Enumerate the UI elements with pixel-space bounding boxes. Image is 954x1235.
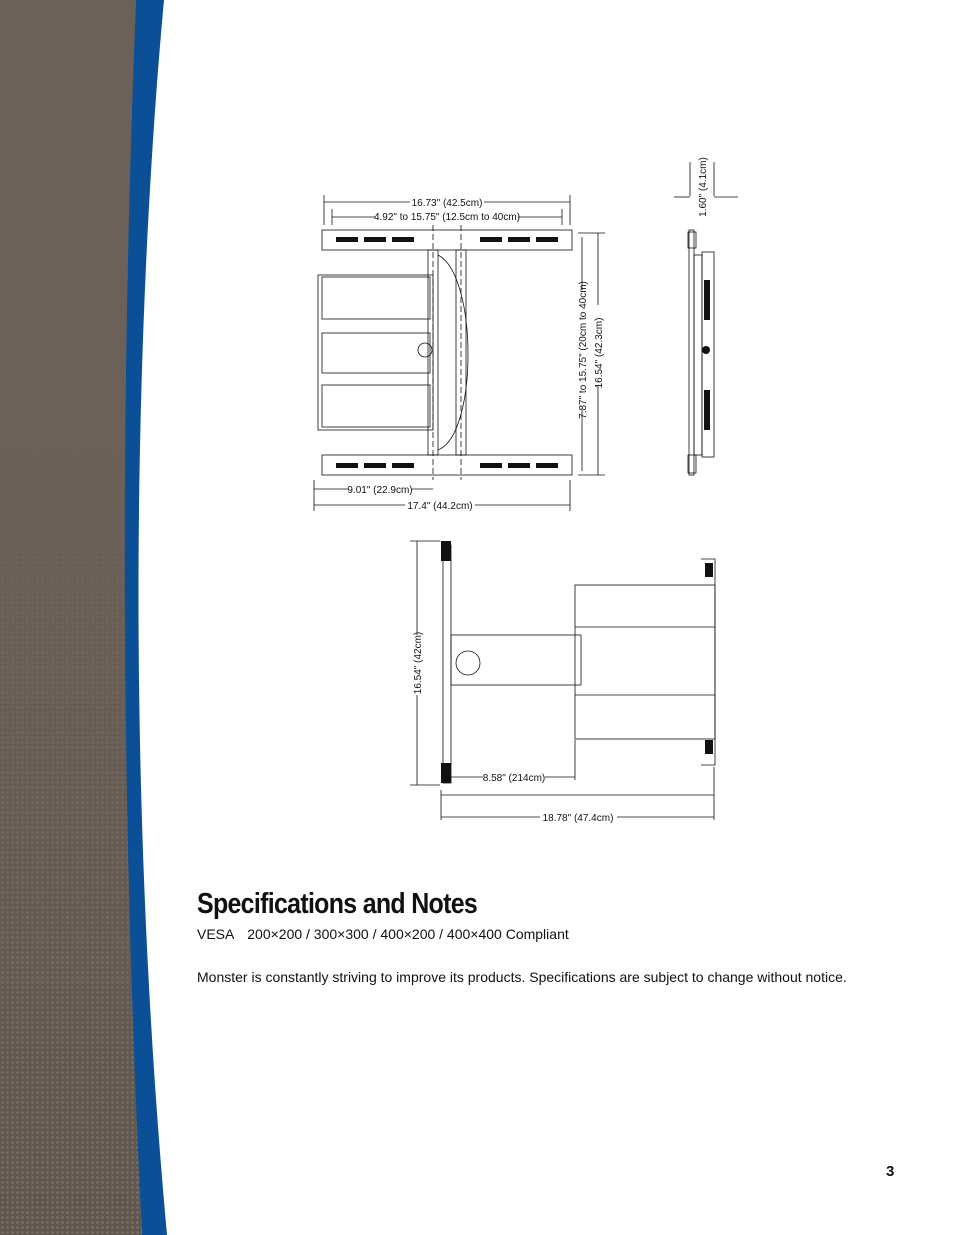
dim-overall-width: 16.73" (42.5cm) xyxy=(411,198,483,209)
vesa-value: 200×200 / 300×300 / 400×200 / 400×400 Compliant xyxy=(247,926,569,942)
dim-retracted-depth: 8.58" (214cm) xyxy=(482,773,546,784)
change-notice: Monster is constantly striving to improve its products. Specifications are subject to change without notice. xyxy=(197,969,847,985)
dim-arm-offset: 9.01" (22.9cm) xyxy=(347,485,413,496)
dim-total-width: 17.4" (44.2cm) xyxy=(407,501,473,512)
dim-hole-spacing-horizontal: 4.92" to 15.75" (12.5cm to 40cm) xyxy=(373,212,521,223)
page-number: 3 xyxy=(886,1163,895,1180)
dim-depth: 1.60" (4.1cm) xyxy=(698,157,709,217)
dim-extended-depth: 18.78" (47.4cm) xyxy=(542,813,614,824)
extended-view-diagram xyxy=(405,535,725,825)
vesa-label: VESA xyxy=(197,926,235,942)
dim-overall-height: 16.54" (42.3cm) xyxy=(594,317,605,389)
dim-extended-height: 16.54" (42cm) xyxy=(413,631,424,695)
side-view-diagram xyxy=(660,157,760,480)
sidebar-decoration xyxy=(0,0,180,1235)
page-title: Specifications and Notes xyxy=(197,888,478,920)
front-view-diagram xyxy=(300,185,620,515)
vesa-line xyxy=(197,926,569,942)
dim-hole-spacing-vertical: 7.87" to 15.75" (20cm to 40cm) xyxy=(578,281,589,419)
